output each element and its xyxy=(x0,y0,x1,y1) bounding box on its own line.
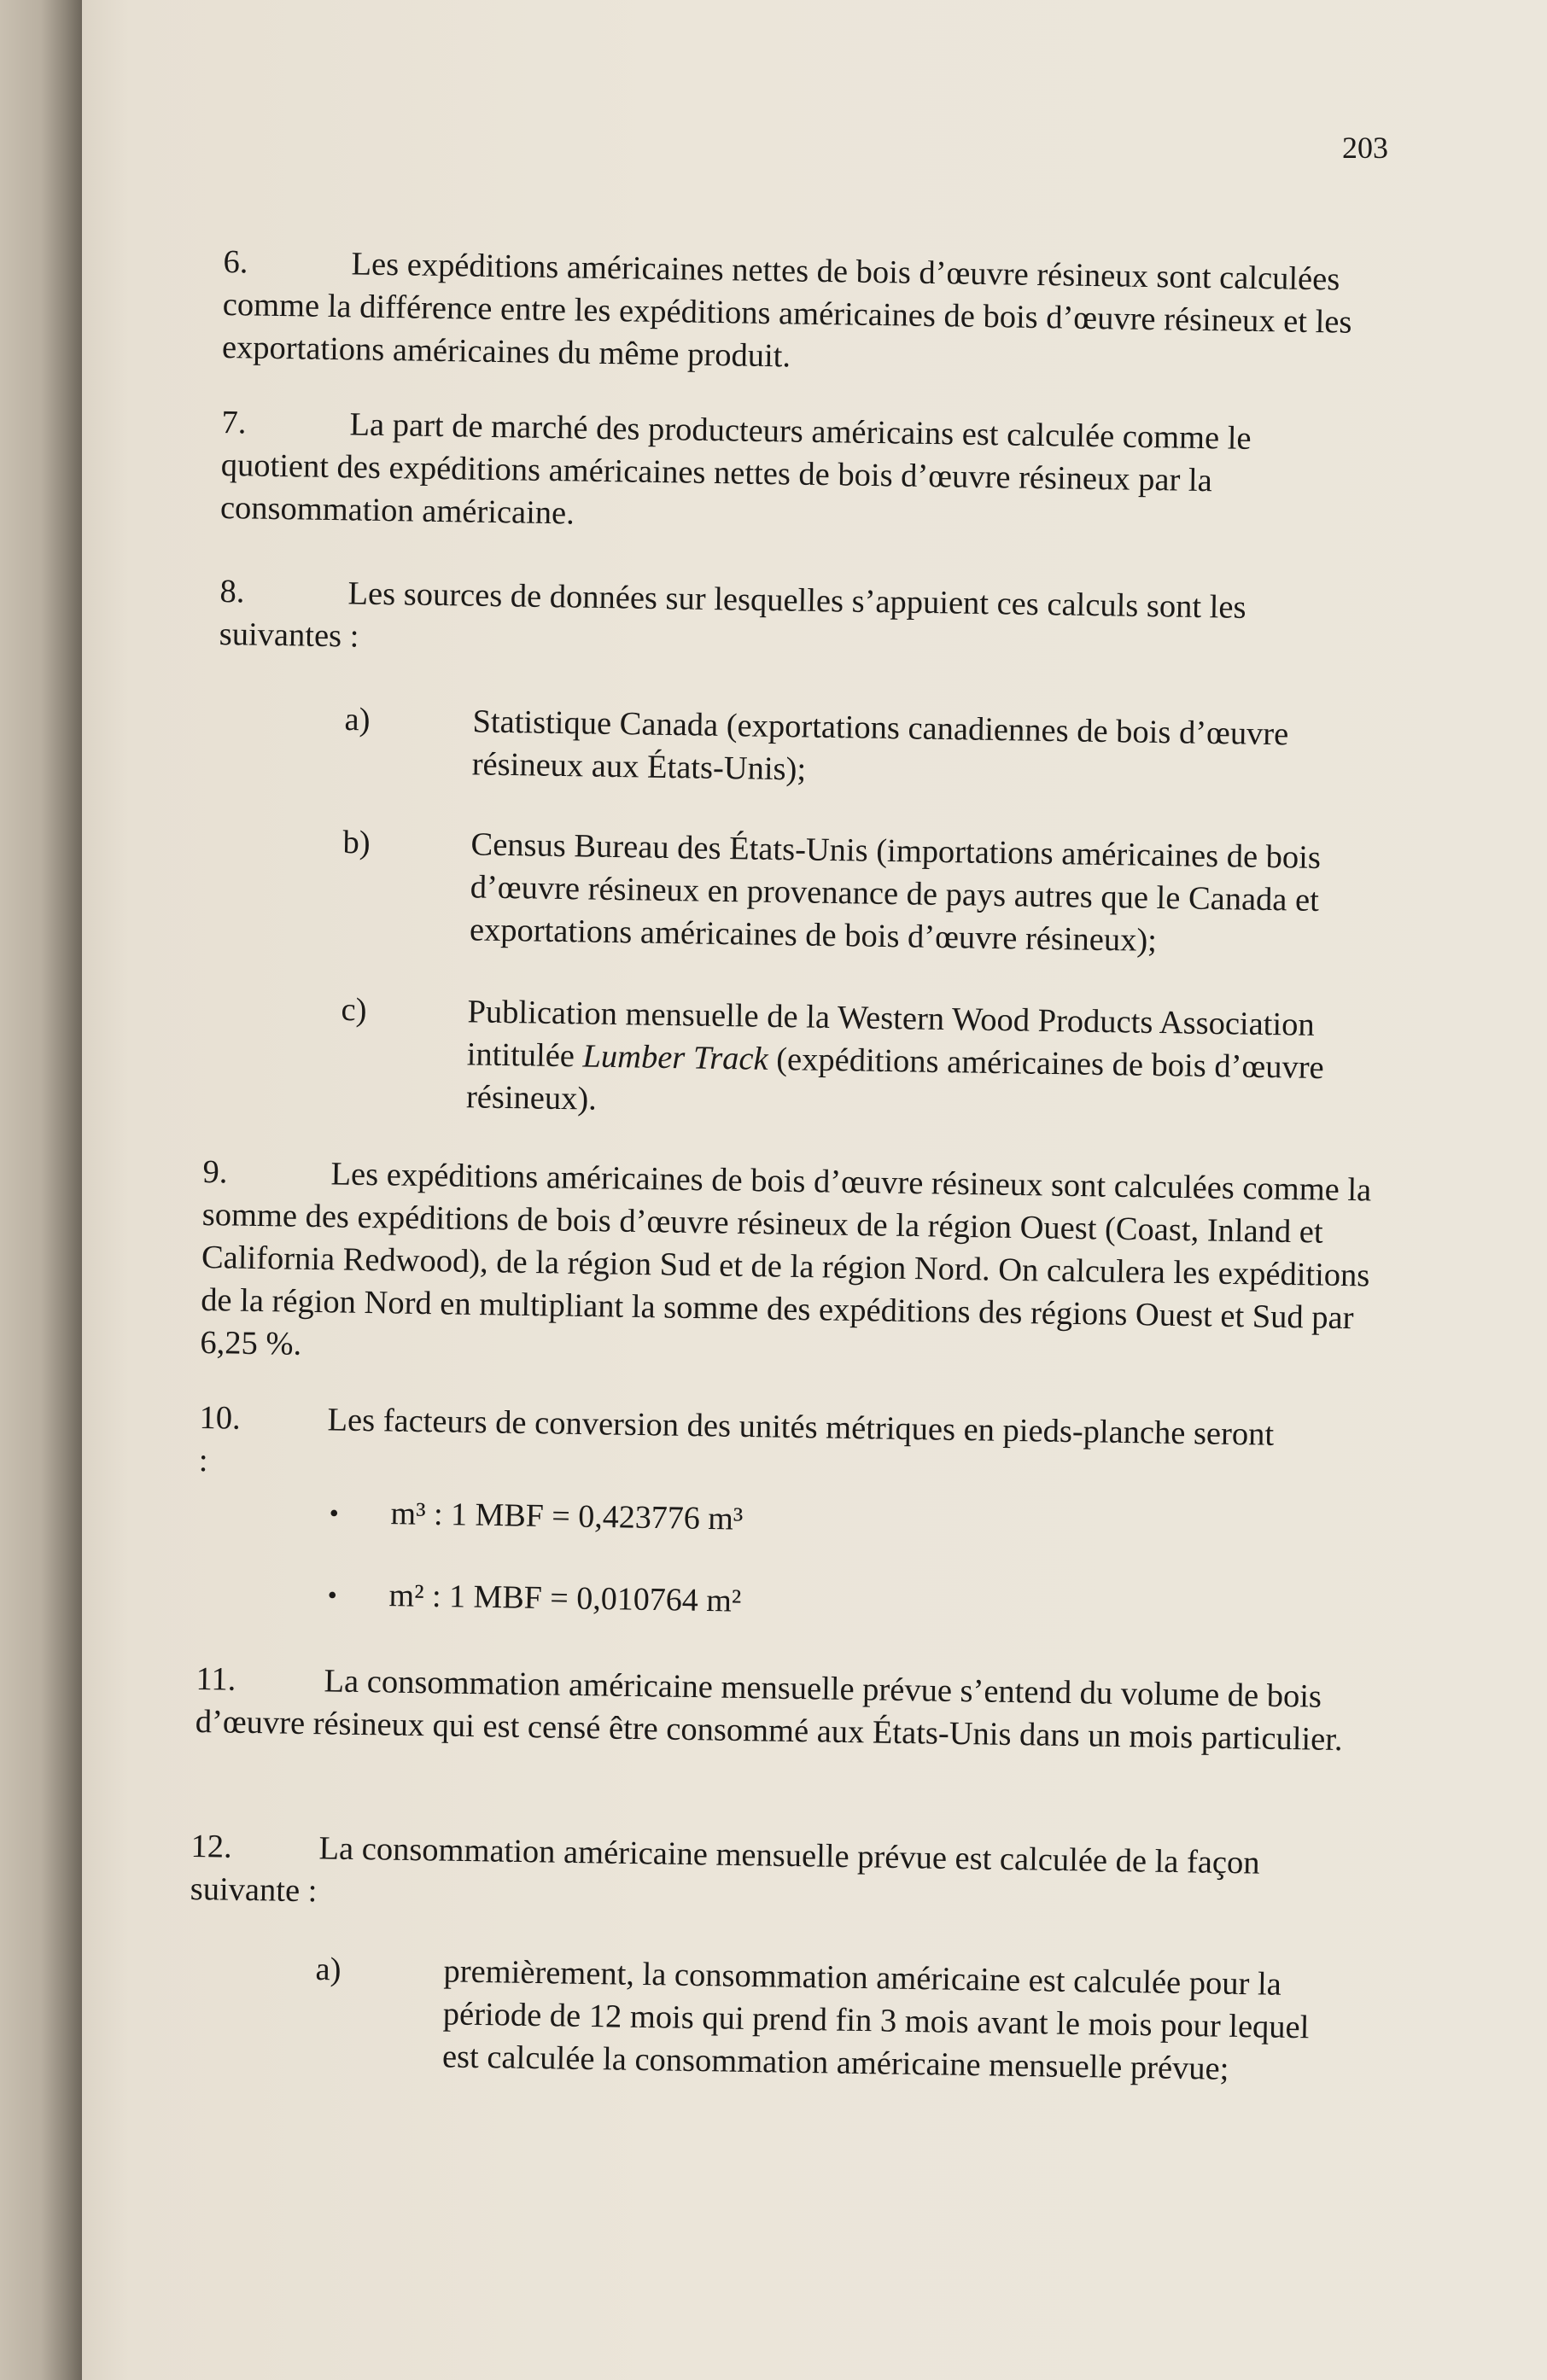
source-item-b xyxy=(341,821,1392,974)
paragraph-8 xyxy=(219,570,1355,674)
step-item-a xyxy=(313,1948,1366,2144)
paragraph-number: 12. xyxy=(190,1828,233,1865)
page-number: 203 xyxy=(1342,131,1388,165)
source-item-a xyxy=(343,698,1395,808)
paragraph-text: Les facteurs de conversion des unités métriques en pieds-planche seront : xyxy=(198,1402,1275,1479)
paragraph-text: Les sources de données sur lesquelles s’appuient ces calculs sont les suivantes : xyxy=(219,575,1246,655)
book-spine-shadow xyxy=(0,0,82,2380)
paragraph-number: 7. xyxy=(221,404,247,441)
paragraph-number: 9. xyxy=(202,1153,228,1191)
conversion-formula: m² : 1 MBF = 0,010764 m² xyxy=(388,1578,742,1619)
publication-title: Lumber Track xyxy=(582,1038,768,1077)
paragraph-6 xyxy=(222,241,1392,387)
item-letter: a) xyxy=(315,1951,342,1988)
item-text xyxy=(466,990,1347,1132)
item-text: Census Bureau des États-Unis (importations américaines de bois d’œuvre résineux en provenance de pays autres que le Canada et exportations américaines de bois d’œuvre résineux); xyxy=(469,826,1322,959)
item-letter: c) xyxy=(341,991,367,1029)
item-text-part: Publication mensuelle de la Western Wood Products Association intitulée xyxy=(466,994,1315,1075)
paragraph-text: La part de marché des producteurs américains est calculée comme le quotient des expéditions américaines nettes de bois d’œuvre résineux par la consommation américaine. xyxy=(219,406,1252,532)
paragraph-number: 8. xyxy=(219,573,245,610)
paragraph-10 xyxy=(198,1397,1283,1499)
conversion-formula: m³ : 1 MBF = 0,423776 m³ xyxy=(390,1496,744,1537)
bullet-icon: • xyxy=(327,1578,338,1611)
bullet-icon: • xyxy=(329,1496,340,1529)
item-letter: a) xyxy=(344,701,371,738)
paragraph-text: Les expéditions américaines nettes de bois d’œuvre résineux sont calculées comme la différence entre les expéditions américaines de bois d’œuvre résineux et les exportations américaines du même produit. xyxy=(221,246,1352,375)
paragraph-number: 10. xyxy=(199,1399,242,1437)
paragraph-text: Les expéditions américaines de bois d’œuvre résineux sont calculées comme la somme des expéditions de bois d’œuvre résineux de la région Ouest (Coast, Inland et California Redwood), de la région Sud et de la région Nord. On calculera les expéditions de la région Nord en multipliant la somme des expéditions des régions Ouest et Sud par 6,25 %. xyxy=(200,1156,1372,1362)
paragraph-text: La consommation américaine mensuelle prévue s’entend du volume de bois d’œuvre résineux qui est censé être consommé aux États-Unis dans un mois particulier. xyxy=(195,1663,1343,1759)
source-item-c xyxy=(339,989,1391,1141)
paragraph-number: 6. xyxy=(223,243,248,281)
paragraph-7 xyxy=(220,401,1351,547)
item-text: Statistique Canada (exportations canadiennes de bois d’œuvre résineux aux États-Unis); xyxy=(471,703,1289,788)
item-text-part: (expéditions américaines de bois d’œuvre résineux). xyxy=(465,1041,1325,1117)
paragraph-text: La consommation américaine mensuelle prévue est calculée de la façon suivante : xyxy=(190,1830,1260,1910)
item-letter: b) xyxy=(342,824,371,861)
paragraph-9 xyxy=(200,1151,1375,1383)
item-text: premièrement, la consommation américaine est calculée pour la période de 12 mois qui prend fin 3 mois avant le mois pour lequel est calculée la consommation américaine mensuelle prévue; xyxy=(441,1953,1310,2087)
paragraph-number: 11. xyxy=(196,1660,236,1698)
